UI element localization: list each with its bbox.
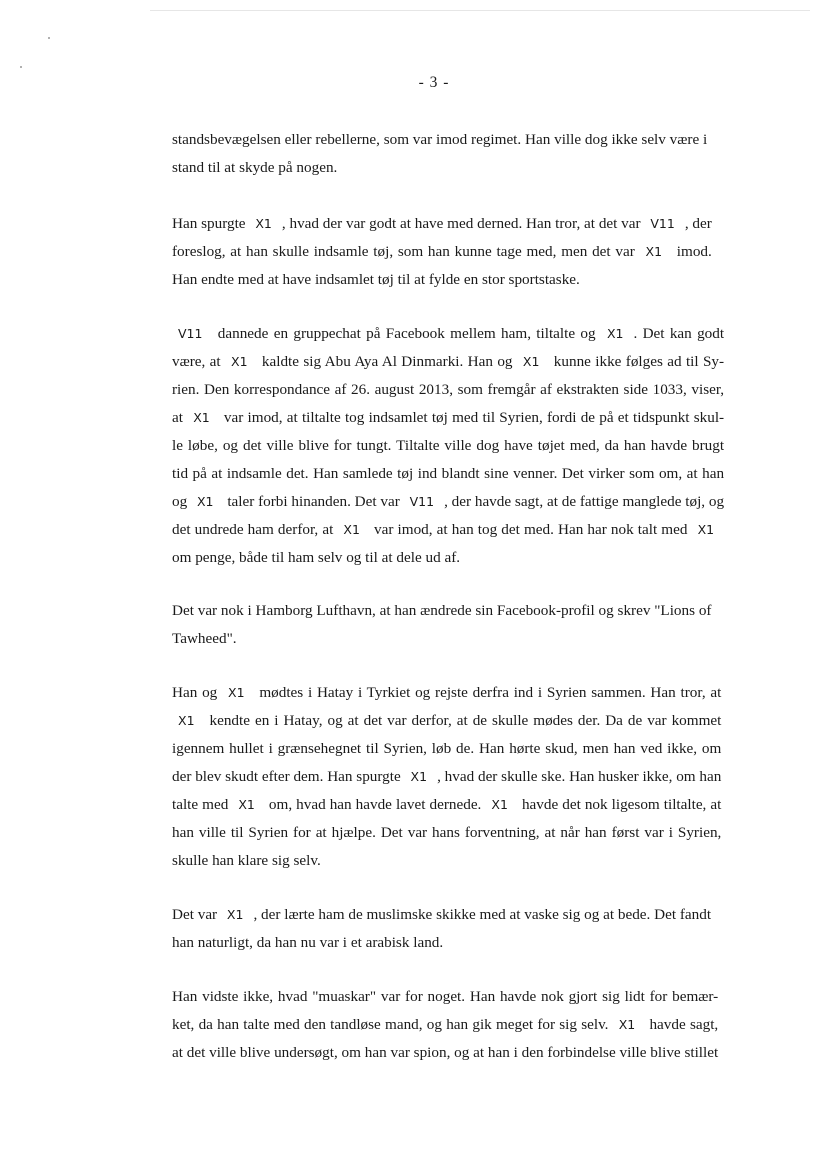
paragraph [172, 126, 707, 182]
pseudonym-code: X1 [226, 907, 244, 922]
text-line: V11 dannede en gruppechat på Facebook mellem ham, tiltalte og X1 . Det kan godt [172, 320, 724, 348]
paragraph [172, 597, 711, 653]
pseudonym-code: X1 [606, 326, 624, 341]
text-line: Han vidste ikke, hvad "muaskar" var for noget. Han havde nok gjort sig lidt for bemær- [172, 988, 719, 1005]
pseudonym-code: X1 [410, 769, 428, 784]
pseudonym-code: X1 [231, 354, 248, 369]
pseudonym-code: X1 [618, 1017, 636, 1032]
text-line: standsbevægelsen eller rebellerne, som var imod regimet. Han ville dog ikke selv være i [172, 131, 708, 148]
pseudonym-code: V11 [178, 326, 203, 341]
pseudonym-code: X1 [196, 494, 214, 509]
text-line: stand til at skyde på nogen. [172, 159, 338, 176]
pseudonym-code: V11 [409, 494, 435, 509]
text-line: igennem hullet i grænsehegnet til Syrien, løb de. Han hørte skud, men han ved ikke, om [172, 740, 722, 757]
text-line: Han endte med at have indsamlet tøj til at fylde en stor sportstaske. [172, 271, 580, 288]
text-line: le løbe, og det ville blive for tungt. Tiltalte ville dog have tøjet med, da han havde brugt [172, 437, 725, 454]
paragraph [172, 983, 718, 1067]
pseudonym-code: X1 [178, 713, 195, 728]
text-line: være, at X1 kaldte sig Abu Aya Al Dinmarki. Han og X1 kunne ikke følges ad til Sy- [172, 348, 724, 376]
text-line: X1 kendte en i Hatay, og at det var derfor, at de skulle mødes der. Da de var kommet [172, 707, 721, 735]
pseudonym-code: X1 [228, 685, 245, 700]
text-line: Tawheed". [172, 630, 237, 647]
pseudonym-code: X1 [193, 410, 210, 425]
paragraph [172, 679, 721, 875]
text-line: skulle han klare sig selv. [172, 852, 321, 869]
text-line: ket, da han talte med den tandløse mand, og han gik meget for sig selv. X1 havde sagt, [172, 1011, 718, 1039]
scan-speck [20, 66, 22, 68]
pseudonym-code: X1 [522, 354, 540, 369]
text-line: han naturligt, da han nu var i et arabisk land. [172, 934, 444, 951]
text-line: at det ville blive undersøgt, om han var spion, og at han i den forbindelse ville blive stillet [172, 1044, 719, 1061]
text-line: om penge, både til ham selv og til at dele ud af. [172, 549, 461, 566]
text-line: han ville til Syrien for at hjælpe. Det var hans forventning, at når han først var i Syrien, [172, 824, 722, 841]
paragraph [172, 210, 712, 294]
pseudonym-code: X1 [697, 522, 715, 537]
scan-speck [48, 37, 50, 39]
text-line: Han og X1 mødtes i Hatay i Tyrkiet og rejste derfra ind i Syrien sammen. Han tror, at [172, 679, 721, 707]
text-line: foreslog, at han skulle indsamle tøj, som han kunne tage med, men det var X1 imod. [172, 238, 712, 266]
pseudonym-code: X1 [343, 522, 360, 537]
paragraph [172, 320, 724, 572]
text-line: der blev skudt efter dem. Han spurgte X1 , hvad der skulle ske. Han husker ikke, om han [172, 763, 721, 791]
page-number: - 3 - [418, 74, 450, 91]
text-line: Det var X1 , der lærte ham de muslimske skikke med at vaske sig og at bede. Det fandt [172, 901, 711, 929]
pseudonym-code: X1 [255, 216, 272, 231]
text-line: Han spurgte X1 , hvad der var godt at have med derned. Han tror, at det var V11 , der [172, 210, 712, 238]
pseudonym-code: X1 [491, 797, 508, 812]
scan-top-edge [150, 10, 810, 11]
text-line: det undrede ham derfor, at X1 var imod, at han tog det med. Han har nok talt med X1 [172, 516, 724, 544]
pseudonym-code: X1 [238, 797, 255, 812]
pseudonym-code: X1 [645, 244, 663, 259]
text-line: at X1 var imod, at tiltalte tog indsamlet tøj med til Syrien, fordi de på et tidspunkt skul- [172, 404, 724, 432]
text-line: Det var nok i Hamborg Lufthavn, at han ændrede sin Facebook-profil og skrev "Lions of [172, 602, 712, 619]
text-line: talte med X1 om, hvad han havde lavet dernede. X1 havde det nok ligesom tiltalte, at [172, 791, 721, 819]
text-line: rien. Den korrespondance af 26. august 2013, som fremgår af ekstrakten side 1033, viser, [172, 381, 725, 398]
pseudonym-code: V11 [650, 216, 675, 231]
text-line: og X1 taler forbi hinanden. Det var V11 , der havde sagt, at de fattige manglede tøj, og [172, 488, 724, 516]
text-line: tid på at indsamle det. Han samlede tøj ind blandt sine venner. Det virker som om, at han [172, 465, 725, 482]
paragraph [172, 901, 711, 957]
